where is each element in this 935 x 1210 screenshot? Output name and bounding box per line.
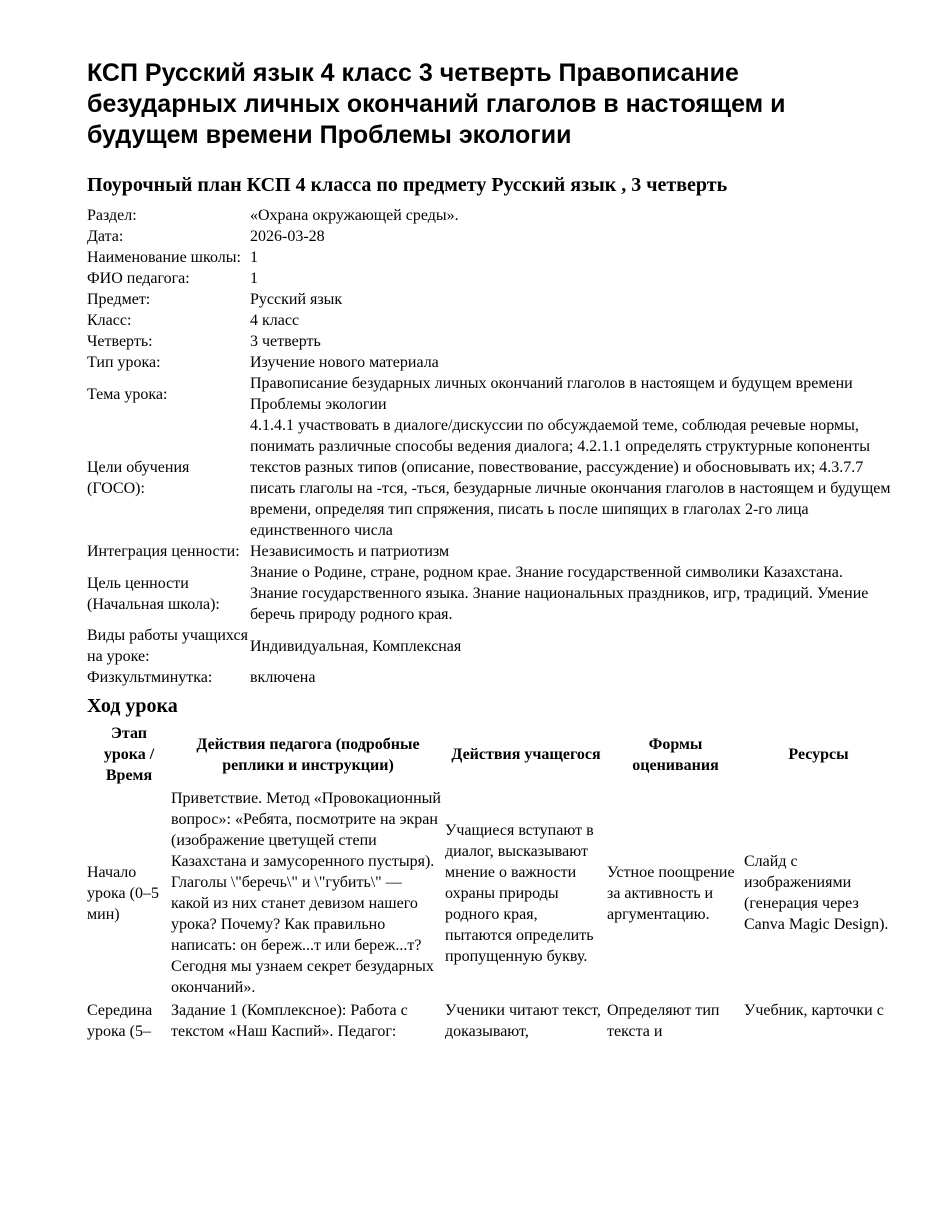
meta-row-class <box>87 310 893 331</box>
lesson-flow-table <box>87 722 893 1043</box>
assessment-cell: Устное поощрение за активность и аргументацию. <box>607 863 735 923</box>
meta-row-quarter <box>87 331 893 352</box>
meta-value: 4.1.4.1 участвовать в диалоге/дискуссии по обсуждаемой теме, соблюдая речевые нормы, понимать различные способы ведения диалога; 4.2.1.1 определять структурные копоненты текстов разных типов (описание, повествование, рассуждение) и обосновывать их; 4.3.7.7 писать глаголы на -тся, -ться, безударные личные окончания глаголов в настоящем и будущем времени, определяя тип спряжения, писать ь после шипящих в глаголах 2-го лица единственного числа <box>250 417 891 539</box>
meta-key: Виды работы учащихся на уроке: <box>87 627 248 665</box>
meta-key: Цель ценности (Начальная школа): <box>87 574 220 613</box>
meta-row-value-integration <box>87 541 893 562</box>
meta-value: Изучение нового материала <box>250 354 439 371</box>
meta-row-topic <box>87 373 893 415</box>
meta-value: Знание о Родине, стране, родном крае. Знание государственной символики Казахстана. Знание государственного языка. Знание национальных праздников, игр, традиций. Умение беречь природу родного края. <box>250 564 869 623</box>
meta-value: включена <box>250 669 316 686</box>
meta-row-value-goal <box>87 562 893 625</box>
meta-row-lesson-type <box>87 352 893 373</box>
meta-key: Тема урока: <box>87 385 168 403</box>
meta-key: Наименование школы: <box>87 249 241 266</box>
student-cell: Учащиеся вступают в диалог, высказывают мнение о важности охраны природы родного края, пытаются определить пропущенную букву. <box>445 821 594 965</box>
meta-value: Правописание безударных личных окончаний глаголов в настоящем и будущем времени Проблемы экологии <box>250 375 853 413</box>
meta-value: 2026-03-28 <box>250 228 325 245</box>
meta-key: Раздел: <box>87 207 137 224</box>
meta-value: 4 класс <box>250 312 300 329</box>
resources-cell: Слайд с изображениями (генерация через Canva Magic Design). <box>744 853 889 933</box>
teacher-cell: Задание 1 (Комплексное): Работа с текстом «Наш Каспий». Педагог: <box>171 1002 408 1040</box>
stage-cell: Середина урока (5– <box>87 1002 153 1040</box>
meta-key: Тип урока: <box>87 354 161 371</box>
meta-key: Класс: <box>87 312 132 329</box>
meta-value: 3 четверть <box>250 333 321 350</box>
lesson-flow-heading: Ход урока <box>87 695 178 717</box>
table-header-row <box>87 722 893 787</box>
meta-row-section <box>87 205 893 226</box>
meta-key: Цели обучения (ГОСО): <box>87 459 190 497</box>
header-stage: Этап урока / Время <box>103 725 155 784</box>
student-cell: Ученики читают текст, доказывают, <box>445 1002 601 1040</box>
meta-row-goals <box>87 415 893 541</box>
page-title: КСП Русский язык 4 класс 3 четверть Правописание безударных личных окончаний глаголов в настоящем и будущем времени Проблемы экологии <box>87 59 786 149</box>
lesson-meta-table <box>87 205 893 688</box>
header-student-actions: Действия учащегося <box>451 746 601 763</box>
header-resources: Ресурсы <box>788 746 849 763</box>
document-page <box>87 58 893 1043</box>
meta-row-exercise-break <box>87 667 893 688</box>
meta-key: Дата: <box>87 228 124 245</box>
meta-key: Интеграция ценности: <box>87 543 240 560</box>
meta-row-work-types <box>87 625 893 667</box>
meta-row-subject <box>87 289 893 310</box>
meta-key: ФИО педагога: <box>87 270 190 287</box>
header-teacher-actions: Действия педагога (подробные реплики и инструкции) <box>196 735 420 774</box>
header-assessment: Формы оценивания <box>632 735 719 774</box>
meta-row-date <box>87 226 893 247</box>
meta-value: «Охрана окружающей среды». <box>250 207 459 224</box>
meta-key: Предмет: <box>87 291 151 308</box>
meta-value: Русский язык <box>250 291 343 308</box>
plan-subtitle: Поурочный план КСП 4 класса по предмету Русский язык , 3 четверть <box>87 174 728 196</box>
meta-key: Физкультминутка: <box>87 669 213 686</box>
stage-cell: Начало урока (0–5 мин) <box>87 863 159 923</box>
meta-value: Индивидуальная, Комплексная <box>250 637 462 655</box>
meta-value: 1 <box>250 249 258 266</box>
meta-key: Четверть: <box>87 333 153 350</box>
table-row <box>87 787 893 999</box>
meta-row-teacher <box>87 268 893 289</box>
assessment-cell: Определяют тип текста и <box>607 1002 720 1040</box>
table-row <box>87 999 893 1043</box>
teacher-cell: Приветствие. Метод «Провокационный вопрос»: «Ребята, посмотрите на экран (изображение цветущей степи Казахстана и замусоренного пустыря). Глаголы \"беречь\" и \"губить\" — какой из них станет девизом нашего урока? Почему? Как правильно написать: он береж...т или береж...т? Сегодня мы узнаем секрет безударных окончаний». <box>171 790 441 996</box>
resources-cell: Учебник, карточки с <box>744 1002 884 1019</box>
meta-value: Независимость и патриотизм <box>250 543 450 560</box>
meta-row-school <box>87 247 893 268</box>
meta-value: 1 <box>250 270 258 287</box>
